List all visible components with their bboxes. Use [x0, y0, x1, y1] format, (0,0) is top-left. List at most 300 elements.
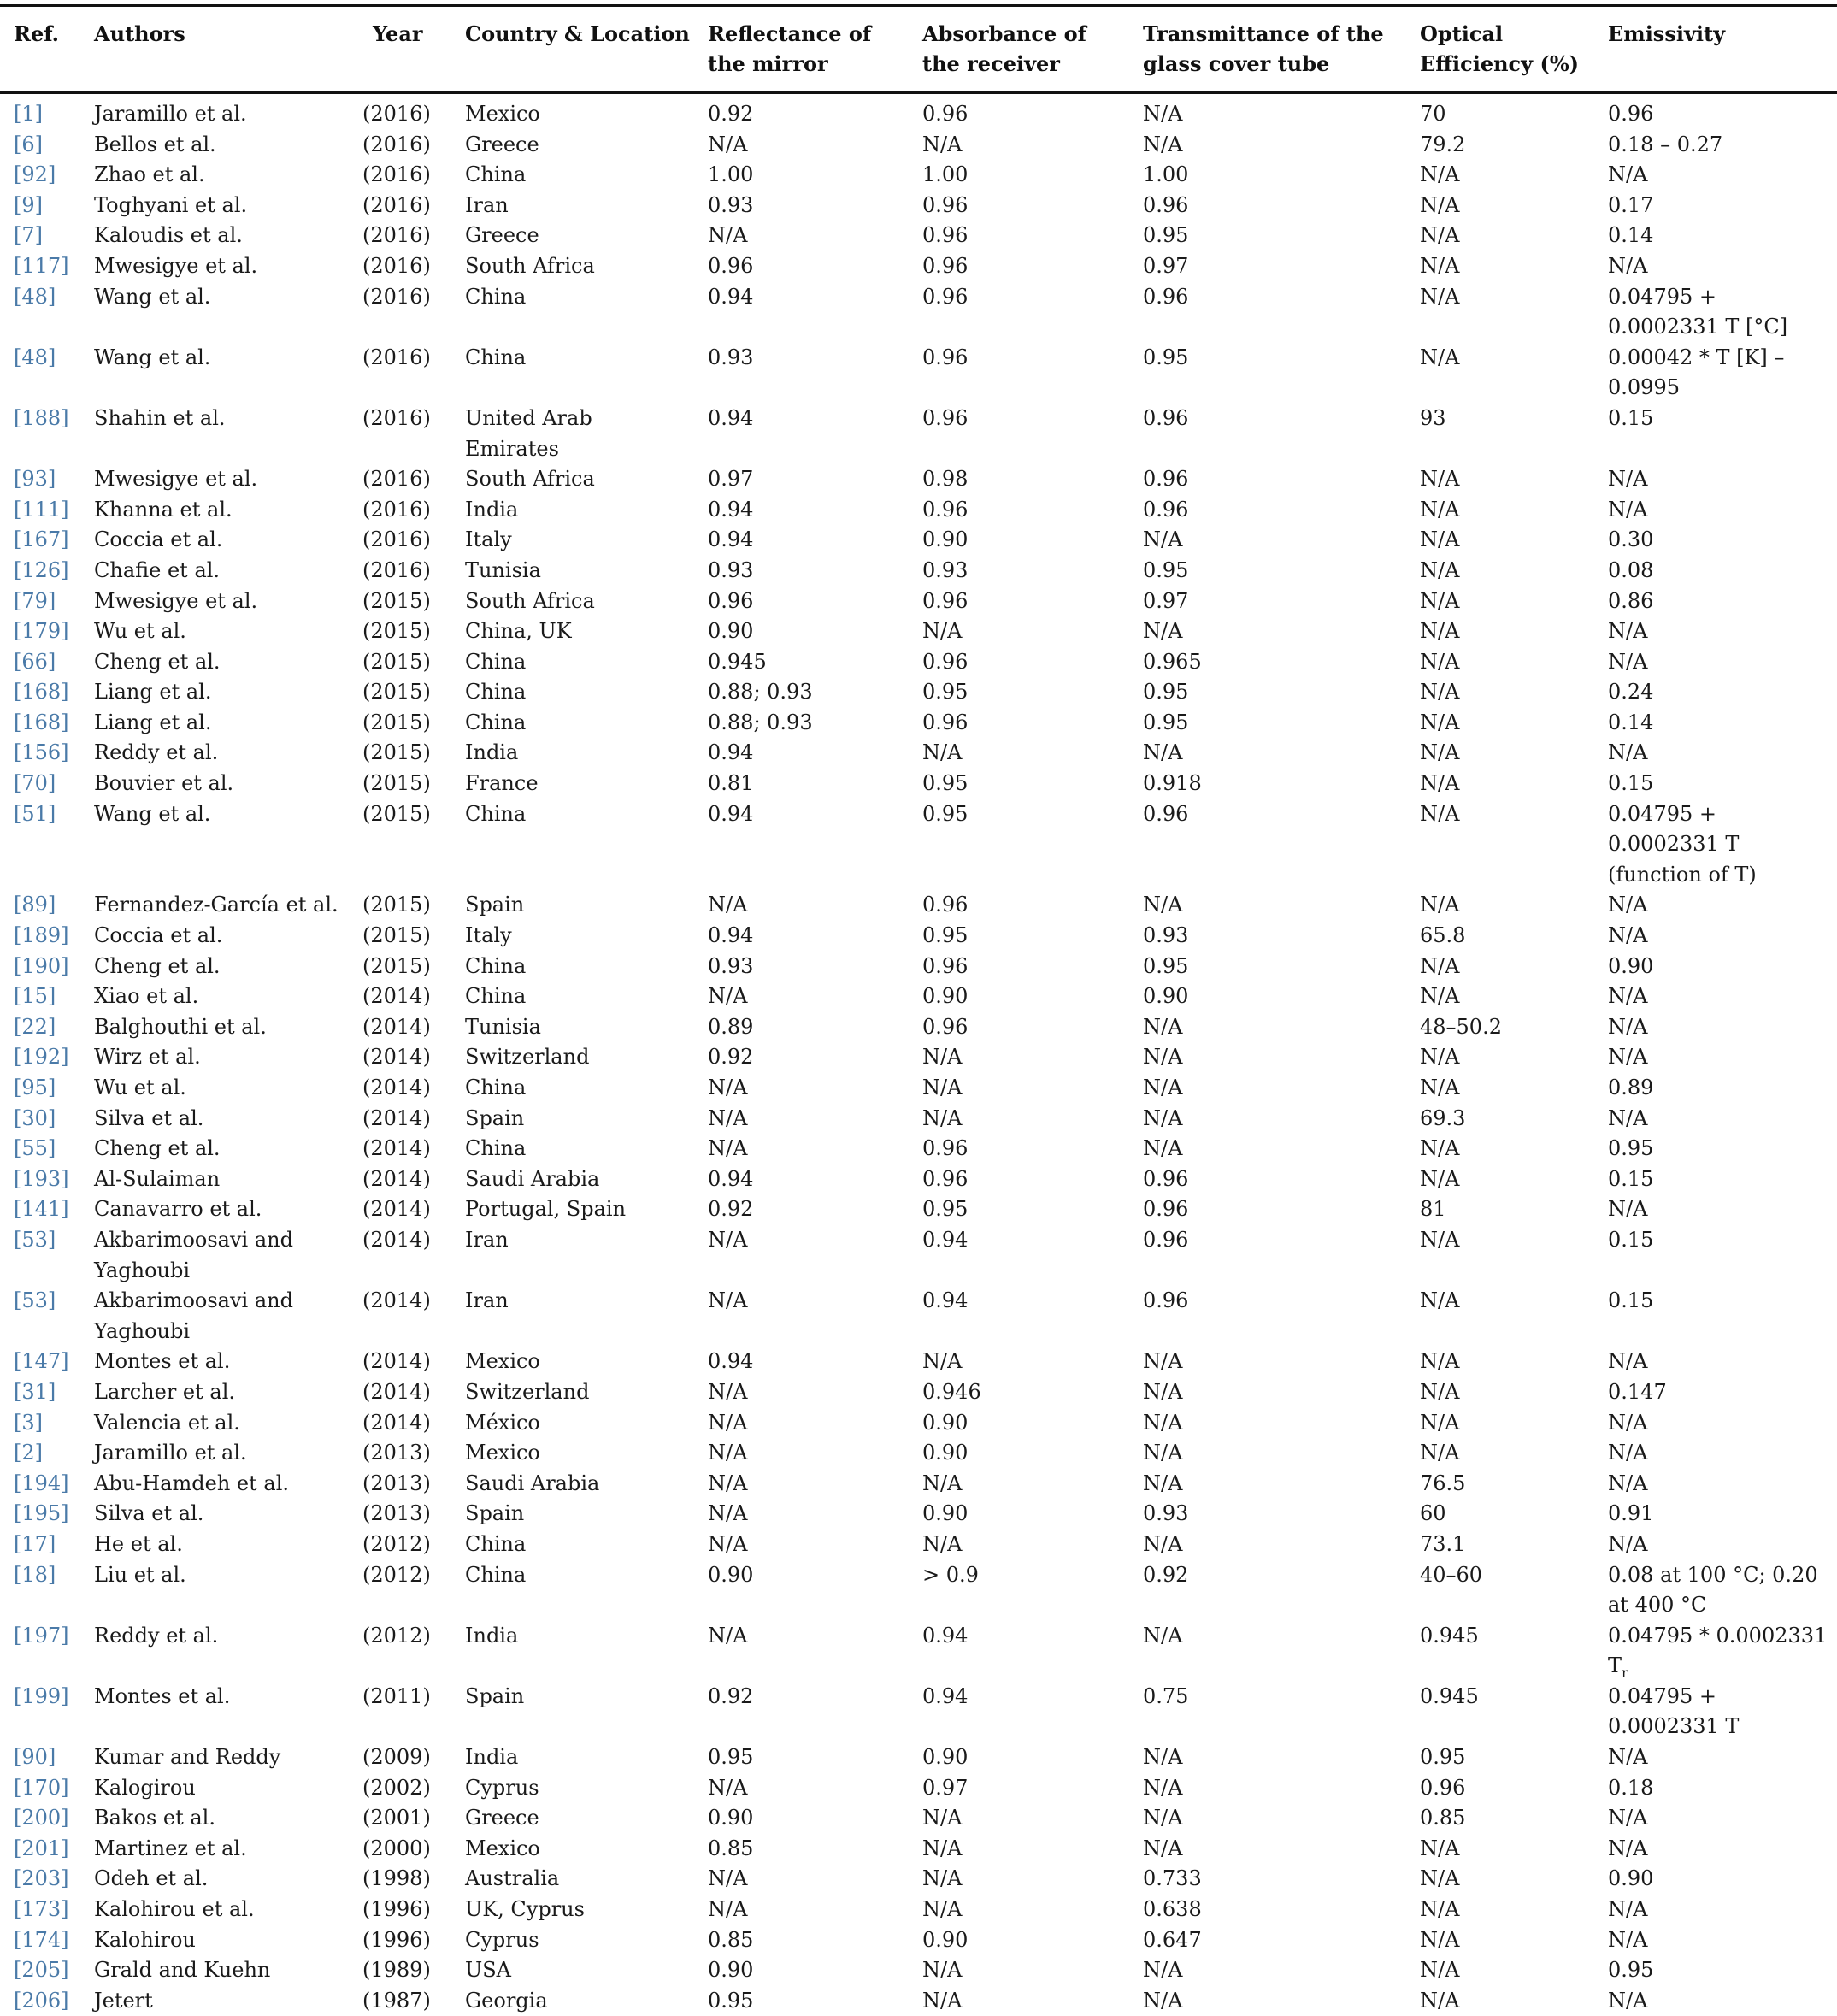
- ref-link-text[interactable]: [117]: [14, 253, 69, 278]
- year-cell-text: (2015): [362, 588, 431, 613]
- table-row: [0, 1073, 1837, 1104]
- transmittance-cell-text: 0.97: [1143, 253, 1189, 278]
- reflectance-cell-text: 0.92: [708, 1683, 754, 1708]
- ref-link[interactable]: [0, 1438, 80, 1469]
- optical-efficiency-cell: [1406, 464, 1594, 495]
- ref-link[interactable]: [0, 1194, 80, 1225]
- reflectance-cell: [694, 1042, 909, 1073]
- authors-cell: [80, 1834, 359, 1865]
- absorbance-cell: [909, 1682, 1129, 1742]
- ref-link-text[interactable]: [89]: [14, 893, 56, 917]
- emissivity-cell: [1594, 1925, 1837, 1956]
- ref-link-text[interactable]: [195]: [14, 1501, 69, 1526]
- ref-link[interactable]: [0, 1895, 80, 1925]
- reflectance-cell: [694, 1803, 909, 1834]
- emissivity-cell-text: N/A: [1608, 649, 1648, 674]
- emissivity-cell: [1594, 130, 1837, 161]
- ref-link[interactable]: [0, 130, 80, 161]
- ref-link[interactable]: [0, 616, 80, 647]
- table-row: [0, 1925, 1837, 1956]
- transmittance-cell: [1129, 1834, 1406, 1865]
- country-cell-text: Italy: [465, 923, 512, 948]
- ref-link-text[interactable]: [192]: [14, 1045, 69, 1070]
- optical-efficiency-cell-text: N/A: [1420, 740, 1460, 765]
- reflectance-cell: [694, 1164, 909, 1195]
- authors-cell-text: Chafie et al.: [94, 557, 221, 582]
- table-row: [0, 1194, 1837, 1225]
- ref-link-text[interactable]: [3]: [14, 1410, 43, 1435]
- optical-efficiency-cell-text: 76.5: [1420, 1471, 1466, 1495]
- ref-link-text[interactable]: [156]: [14, 740, 69, 765]
- emissivity-cell: [1594, 1073, 1837, 1104]
- year-cell: [359, 130, 451, 161]
- ref-link[interactable]: [0, 921, 80, 952]
- optical-efficiency-cell: [1406, 952, 1594, 982]
- emissivity-subscript: r: [1622, 1665, 1628, 1682]
- table-row: [0, 1560, 1837, 1621]
- optical-efficiency-cell-text: N/A: [1420, 649, 1460, 674]
- emissivity-cell-text: 0.96: [1608, 102, 1654, 126]
- table-row: [0, 1164, 1837, 1195]
- authors-cell: [80, 647, 359, 678]
- year-cell-text: (2000): [362, 1836, 431, 1860]
- country-cell-text: Spain: [465, 1683, 525, 1708]
- ref-link-text[interactable]: [111]: [14, 497, 69, 522]
- absorbance-cell-text: 0.93: [922, 557, 969, 582]
- reflectance-cell: [694, 921, 909, 952]
- table-row: [0, 677, 1837, 708]
- absorbance-cell: [909, 1925, 1129, 1956]
- ref-link[interactable]: [0, 1134, 80, 1164]
- ref-link-text[interactable]: [30]: [14, 1105, 56, 1130]
- reflectance-cell: [694, 1073, 909, 1104]
- ref-link-text[interactable]: [203]: [14, 1866, 69, 1891]
- absorbance-cell: [909, 1864, 1129, 1895]
- year-cell: [359, 1742, 451, 1773]
- ref-link[interactable]: [0, 1347, 80, 1377]
- country-cell-text: Switzerland: [465, 1379, 590, 1404]
- ref-link-text[interactable]: [190]: [14, 953, 69, 978]
- absorbance-cell-text: 0.96: [922, 405, 969, 430]
- emissivity-cell-text: N/A: [1608, 162, 1648, 187]
- ref-link-text[interactable]: [66]: [14, 649, 56, 674]
- year-cell: [359, 1499, 451, 1530]
- ref-link[interactable]: [0, 1164, 80, 1195]
- ref-link-text[interactable]: [48]: [14, 284, 56, 309]
- reflectance-cell-text: 0.88; 0.93: [708, 680, 813, 704]
- ref-link-text[interactable]: [168]: [14, 680, 69, 704]
- table-row: [0, 1286, 1837, 1347]
- optical-efficiency-cell: [1406, 1286, 1594, 1347]
- ref-link-text[interactable]: [9]: [14, 192, 43, 217]
- year-cell-text: (2014): [362, 1014, 431, 1039]
- optical-efficiency-cell-text: 40–60: [1420, 1562, 1483, 1587]
- ref-link[interactable]: [0, 1104, 80, 1135]
- ref-link-text[interactable]: [7]: [14, 223, 43, 248]
- country-cell: [451, 738, 694, 769]
- year-cell: [359, 221, 451, 251]
- year-cell: [359, 616, 451, 647]
- optical-efficiency-cell-text: N/A: [1420, 953, 1460, 978]
- optical-efficiency-cell: [1406, 404, 1594, 464]
- ref-link-text[interactable]: [51]: [14, 801, 56, 826]
- ref-link[interactable]: [0, 343, 80, 404]
- authors-cell: [80, 556, 359, 587]
- ref-link[interactable]: [0, 1073, 80, 1104]
- country-cell: [451, 1621, 694, 1682]
- absorbance-cell-text: 0.98: [922, 467, 969, 492]
- country-cell-text: Tunisia: [465, 557, 541, 582]
- ref-link-text[interactable]: [201]: [14, 1836, 69, 1860]
- ref-link-text[interactable]: [173]: [14, 1897, 69, 1922]
- emissivity-cell-text: N/A: [1608, 1531, 1648, 1556]
- ref-link-text[interactable]: [22]: [14, 1014, 56, 1039]
- authors-cell: [80, 1955, 359, 1986]
- reflectance-cell-text: N/A: [708, 132, 748, 156]
- year-cell-text: (2014): [362, 1166, 431, 1191]
- ref-link-text[interactable]: [53]: [14, 1288, 56, 1313]
- absorbance-cell-text: 0.96: [922, 253, 969, 278]
- reflectance-cell-text: N/A: [708, 1076, 748, 1099]
- country-cell-text: Iran: [465, 192, 509, 217]
- authors-cell: [80, 1225, 359, 1286]
- transmittance-cell-text: N/A: [1143, 528, 1183, 552]
- year-cell-text: (2013): [362, 1501, 431, 1526]
- ref-link-text[interactable]: [174]: [14, 1927, 69, 1952]
- authors-cell: [80, 1895, 359, 1925]
- reflectance-cell: [694, 1986, 909, 2016]
- optical-efficiency-cell: [1406, 343, 1594, 404]
- ref-link-text[interactable]: [70]: [14, 771, 56, 796]
- transmittance-cell: [1129, 1104, 1406, 1135]
- emissivity-cell-text: N/A: [1608, 1897, 1648, 1922]
- year-cell: [359, 1925, 451, 1956]
- reflectance-cell: [694, 1134, 909, 1164]
- year-cell: [359, 525, 451, 556]
- absorbance-cell: [909, 952, 1129, 982]
- ref-link[interactable]: [0, 1773, 80, 1804]
- ref-link-text[interactable]: [167]: [14, 528, 69, 552]
- year-cell-text: (2016): [362, 497, 431, 522]
- country-cell: [451, 1377, 694, 1408]
- transmittance-cell-text: N/A: [1143, 740, 1183, 765]
- ref-link-text[interactable]: [147]: [14, 1349, 69, 1374]
- ref-link-text[interactable]: [179]: [14, 619, 69, 644]
- transmittance-cell: [1129, 1225, 1406, 1286]
- ref-link[interactable]: [0, 1012, 80, 1043]
- optical-efficiency-cell: [1406, 677, 1594, 708]
- country-cell: [451, 769, 694, 799]
- authors-cell: [80, 1986, 359, 2016]
- year-cell-text: (2015): [362, 740, 431, 765]
- reflectance-cell-text: N/A: [708, 1471, 748, 1495]
- country-cell: [451, 251, 694, 282]
- reflectance-cell-text: 0.93: [708, 557, 754, 582]
- authors-cell: [80, 1104, 359, 1135]
- ref-link-text[interactable]: [200]: [14, 1806, 69, 1830]
- country-cell-text: India: [465, 1745, 519, 1770]
- authors-cell: [80, 1530, 359, 1560]
- ref-link[interactable]: [0, 1834, 80, 1865]
- authors-cell: [80, 738, 359, 769]
- authors-cell: [80, 1073, 359, 1104]
- ref-link[interactable]: [0, 708, 80, 739]
- transmittance-cell-text: N/A: [1143, 102, 1183, 126]
- country-cell: [451, 1438, 694, 1469]
- absorbance-cell: [909, 282, 1129, 343]
- ref-link-text[interactable]: [17]: [14, 1531, 56, 1556]
- ref-link-text[interactable]: [193]: [14, 1166, 69, 1191]
- table-row: [0, 1499, 1837, 1530]
- optical-efficiency-cell-text: N/A: [1420, 162, 1460, 187]
- ref-link[interactable]: [0, 1955, 80, 1986]
- reflectance-cell: [694, 1560, 909, 1621]
- ref-link-text[interactable]: [31]: [14, 1379, 56, 1404]
- optical-efficiency-cell-text: N/A: [1420, 1441, 1460, 1465]
- reflectance-cell-text: N/A: [708, 1136, 748, 1161]
- ref-link-text[interactable]: [170]: [14, 1775, 69, 1800]
- emissivity-cell-text: 0.89: [1608, 1076, 1654, 1099]
- ref-link[interactable]: [0, 282, 80, 343]
- year-cell: [359, 1286, 451, 1347]
- authors-cell-text: Balghouthi et al.: [94, 1014, 267, 1039]
- year-cell-text: (2014): [362, 984, 431, 1009]
- ref-link[interactable]: [0, 251, 80, 282]
- ref-link[interactable]: [0, 1925, 80, 1956]
- ref-link[interactable]: [0, 404, 80, 464]
- ref-link[interactable]: [0, 738, 80, 769]
- transmittance-cell-text: N/A: [1143, 1410, 1183, 1435]
- ref-link-text[interactable]: [2]: [14, 1441, 43, 1465]
- optical-efficiency-cell-text: 0.945: [1420, 1623, 1479, 1648]
- ref-link[interactable]: [0, 1225, 80, 1286]
- ref-link[interactable]: [0, 1408, 80, 1439]
- ref-link[interactable]: [0, 1986, 80, 2016]
- ref-link[interactable]: [0, 1530, 80, 1560]
- ref-link-text[interactable]: [92]: [14, 162, 56, 187]
- transmittance-cell-text: N/A: [1143, 1836, 1183, 1860]
- reflectance-cell: [694, 251, 909, 282]
- reflectance-cell-text: 0.93: [708, 345, 754, 369]
- authors-cell-text: Abu-Hamdeh et al.: [94, 1471, 289, 1495]
- ref-link-text[interactable]: [6]: [14, 132, 43, 156]
- emissivity-cell: [1594, 616, 1837, 647]
- ref-link-text[interactable]: [126]: [14, 557, 69, 582]
- authors-cell: [80, 616, 359, 647]
- emissivity-cell: [1594, 1469, 1837, 1500]
- authors-cell-text: Reddy et al.: [94, 1623, 219, 1648]
- optical-efficiency-cell-text: 73.1: [1420, 1531, 1466, 1556]
- header-emissivity: Emissivity: [1608, 21, 1726, 46]
- ref-link-text[interactable]: [53]: [14, 1227, 56, 1252]
- authors-cell: [80, 1803, 359, 1834]
- emissivity-cell-text: N/A: [1608, 740, 1648, 765]
- transmittance-cell-text: 0.96: [1143, 467, 1189, 492]
- ref-link-text[interactable]: [205]: [14, 1958, 69, 1983]
- ref-link-text[interactable]: [197]: [14, 1623, 69, 1648]
- absorbance-cell-text: N/A: [922, 1471, 963, 1495]
- year-cell: [359, 769, 451, 799]
- absorbance-cell: [909, 160, 1129, 191]
- ref-link-text[interactable]: [194]: [14, 1471, 69, 1495]
- ref-link[interactable]: [0, 80, 80, 130]
- reflectance-cell: [694, 1955, 909, 1986]
- transmittance-cell: [1129, 952, 1406, 982]
- absorbance-cell-text: N/A: [922, 1531, 963, 1556]
- reflectance-cell-text: 0.95: [708, 1988, 754, 2013]
- optical-efficiency-cell: [1406, 1134, 1594, 1164]
- authors-cell-text: Wirz et al.: [94, 1045, 201, 1070]
- optical-efficiency-cell: [1406, 1986, 1594, 2016]
- optical-efficiency-cell-text: N/A: [1420, 619, 1460, 644]
- emissivity-cell-text: 0.24: [1608, 680, 1654, 704]
- year-cell-text: (1987): [362, 1988, 431, 2013]
- country-cell: [451, 1164, 694, 1195]
- ref-link[interactable]: [0, 556, 80, 587]
- country-cell: [451, 1925, 694, 1956]
- ref-link[interactable]: [0, 1377, 80, 1408]
- ref-link[interactable]: [0, 464, 80, 495]
- year-cell: [359, 1895, 451, 1925]
- ref-link-text[interactable]: [48]: [14, 345, 56, 369]
- optical-efficiency-cell: [1406, 1499, 1594, 1530]
- authors-cell-text: Al-Sulaiman: [94, 1166, 221, 1191]
- country-cell: [451, 616, 694, 647]
- optical-efficiency-cell-text: 65.8: [1420, 923, 1466, 948]
- authors-cell: [80, 1560, 359, 1621]
- emissivity-cell: [1594, 1530, 1837, 1560]
- optical-efficiency-cell-text: N/A: [1420, 1379, 1460, 1404]
- ref-link[interactable]: [0, 525, 80, 556]
- country-cell-text: Saudi Arabia: [465, 1166, 600, 1191]
- ref-link-text[interactable]: [141]: [14, 1197, 69, 1222]
- absorbance-cell: [909, 191, 1129, 221]
- ref-link[interactable]: [0, 1864, 80, 1895]
- ref-link-text[interactable]: [18]: [14, 1562, 56, 1587]
- ref-link-text[interactable]: [189]: [14, 923, 69, 948]
- transmittance-cell: [1129, 495, 1406, 526]
- ref-link-text[interactable]: [15]: [14, 984, 56, 1009]
- emissivity-cell-text: N/A: [1608, 984, 1648, 1009]
- ref-link[interactable]: [0, 769, 80, 799]
- reflectance-cell: [694, 404, 909, 464]
- ref-link-text[interactable]: [206]: [14, 1988, 69, 2013]
- table-row: [0, 221, 1837, 251]
- reflectance-cell: [694, 1438, 909, 1469]
- transmittance-cell: [1129, 738, 1406, 769]
- absorbance-cell: [909, 769, 1129, 799]
- ref-link[interactable]: [0, 221, 80, 251]
- ref-link-text[interactable]: [188]: [14, 405, 69, 430]
- ref-link-text[interactable]: [199]: [14, 1683, 69, 1708]
- emissivity-cell: [1594, 404, 1837, 464]
- authors-cell: [80, 221, 359, 251]
- optical-efficiency-cell: [1406, 1834, 1594, 1865]
- table-row: [0, 1104, 1837, 1135]
- emissivity-cell-text: N/A: [1608, 1441, 1648, 1465]
- authors-cell: [80, 160, 359, 191]
- year-cell-text: (2011): [362, 1683, 431, 1708]
- reflectance-cell-text: 0.90: [708, 1958, 754, 1983]
- transmittance-cell-text: N/A: [1143, 1136, 1183, 1161]
- reflectance-cell: [694, 130, 909, 161]
- country-cell-text: Mexico: [465, 1836, 540, 1860]
- authors-cell-text: Bouvier et al.: [94, 771, 234, 796]
- reflectance-cell-text: 0.90: [708, 1806, 754, 1830]
- optical-efficiency-cell: [1406, 1164, 1594, 1195]
- ref-link[interactable]: [0, 191, 80, 221]
- ref-link[interactable]: [0, 1469, 80, 1500]
- table-row: [0, 343, 1837, 404]
- emissivity-cell-text: 0.08 at 100 °C; 0.20 at 400 °C: [1608, 1562, 1818, 1618]
- absorbance-cell: [909, 404, 1129, 464]
- transmittance-cell: [1129, 343, 1406, 404]
- optical-efficiency-cell: [1406, 1469, 1594, 1500]
- ref-link[interactable]: [0, 952, 80, 982]
- ref-link-text[interactable]: [79]: [14, 588, 56, 613]
- table-row: [0, 1986, 1837, 2016]
- transmittance-cell: [1129, 1986, 1406, 2016]
- absorbance-cell-text: N/A: [922, 740, 963, 765]
- ref-link[interactable]: [0, 799, 80, 891]
- reflectance-cell: [694, 1012, 909, 1043]
- ref-link-text[interactable]: [168]: [14, 710, 69, 734]
- ref-link[interactable]: [0, 160, 80, 191]
- ref-link-text[interactable]: [93]: [14, 467, 56, 492]
- ref-link[interactable]: [0, 1286, 80, 1347]
- ref-link-text[interactable]: [1]: [14, 102, 43, 126]
- emissivity-cell: [1594, 981, 1837, 1012]
- emissivity-cell: [1594, 1438, 1837, 1469]
- optical-efficiency-cell: [1406, 1073, 1594, 1104]
- country-cell-text: China: [465, 1531, 527, 1556]
- absorbance-cell-text: 0.90: [922, 528, 969, 552]
- ref-link[interactable]: [0, 1621, 80, 1682]
- authors-cell: [80, 677, 359, 708]
- country-cell-text: Cyprus: [465, 1927, 539, 1952]
- year-cell: [359, 647, 451, 678]
- year-cell: [359, 1347, 451, 1377]
- emissivity-cell: [1594, 921, 1837, 952]
- ref-link[interactable]: [0, 1560, 80, 1621]
- ref-link[interactable]: [0, 677, 80, 708]
- emissivity-cell: [1594, 799, 1837, 891]
- ref-link[interactable]: [0, 890, 80, 921]
- absorbance-cell-text: 0.96: [922, 1136, 969, 1161]
- ref-link-text[interactable]: [90]: [14, 1745, 56, 1770]
- header-absorbance: Absorbance of the receiver: [922, 21, 1086, 76]
- ref-link[interactable]: [0, 647, 80, 678]
- table-row: [0, 1438, 1837, 1469]
- country-cell-text: India: [465, 1623, 519, 1648]
- ref-link[interactable]: [0, 1803, 80, 1834]
- ref-link-text[interactable]: [55]: [14, 1136, 56, 1161]
- absorbance-cell: [909, 1742, 1129, 1773]
- authors-cell-text: Cheng et al.: [94, 1136, 221, 1161]
- ref-link[interactable]: [0, 1499, 80, 1530]
- reflectance-cell: [694, 1347, 909, 1377]
- ref-link[interactable]: [0, 1682, 80, 1742]
- ref-link[interactable]: [0, 1742, 80, 1773]
- absorbance-cell-text: 0.95: [922, 923, 969, 948]
- ref-link[interactable]: [0, 587, 80, 617]
- ref-link[interactable]: [0, 981, 80, 1012]
- ref-link-text[interactable]: [95]: [14, 1076, 56, 1099]
- ref-link[interactable]: [0, 495, 80, 526]
- emissivity-cell: [1594, 587, 1837, 617]
- table-row: [0, 1955, 1837, 1986]
- ref-link[interactable]: [0, 1042, 80, 1073]
